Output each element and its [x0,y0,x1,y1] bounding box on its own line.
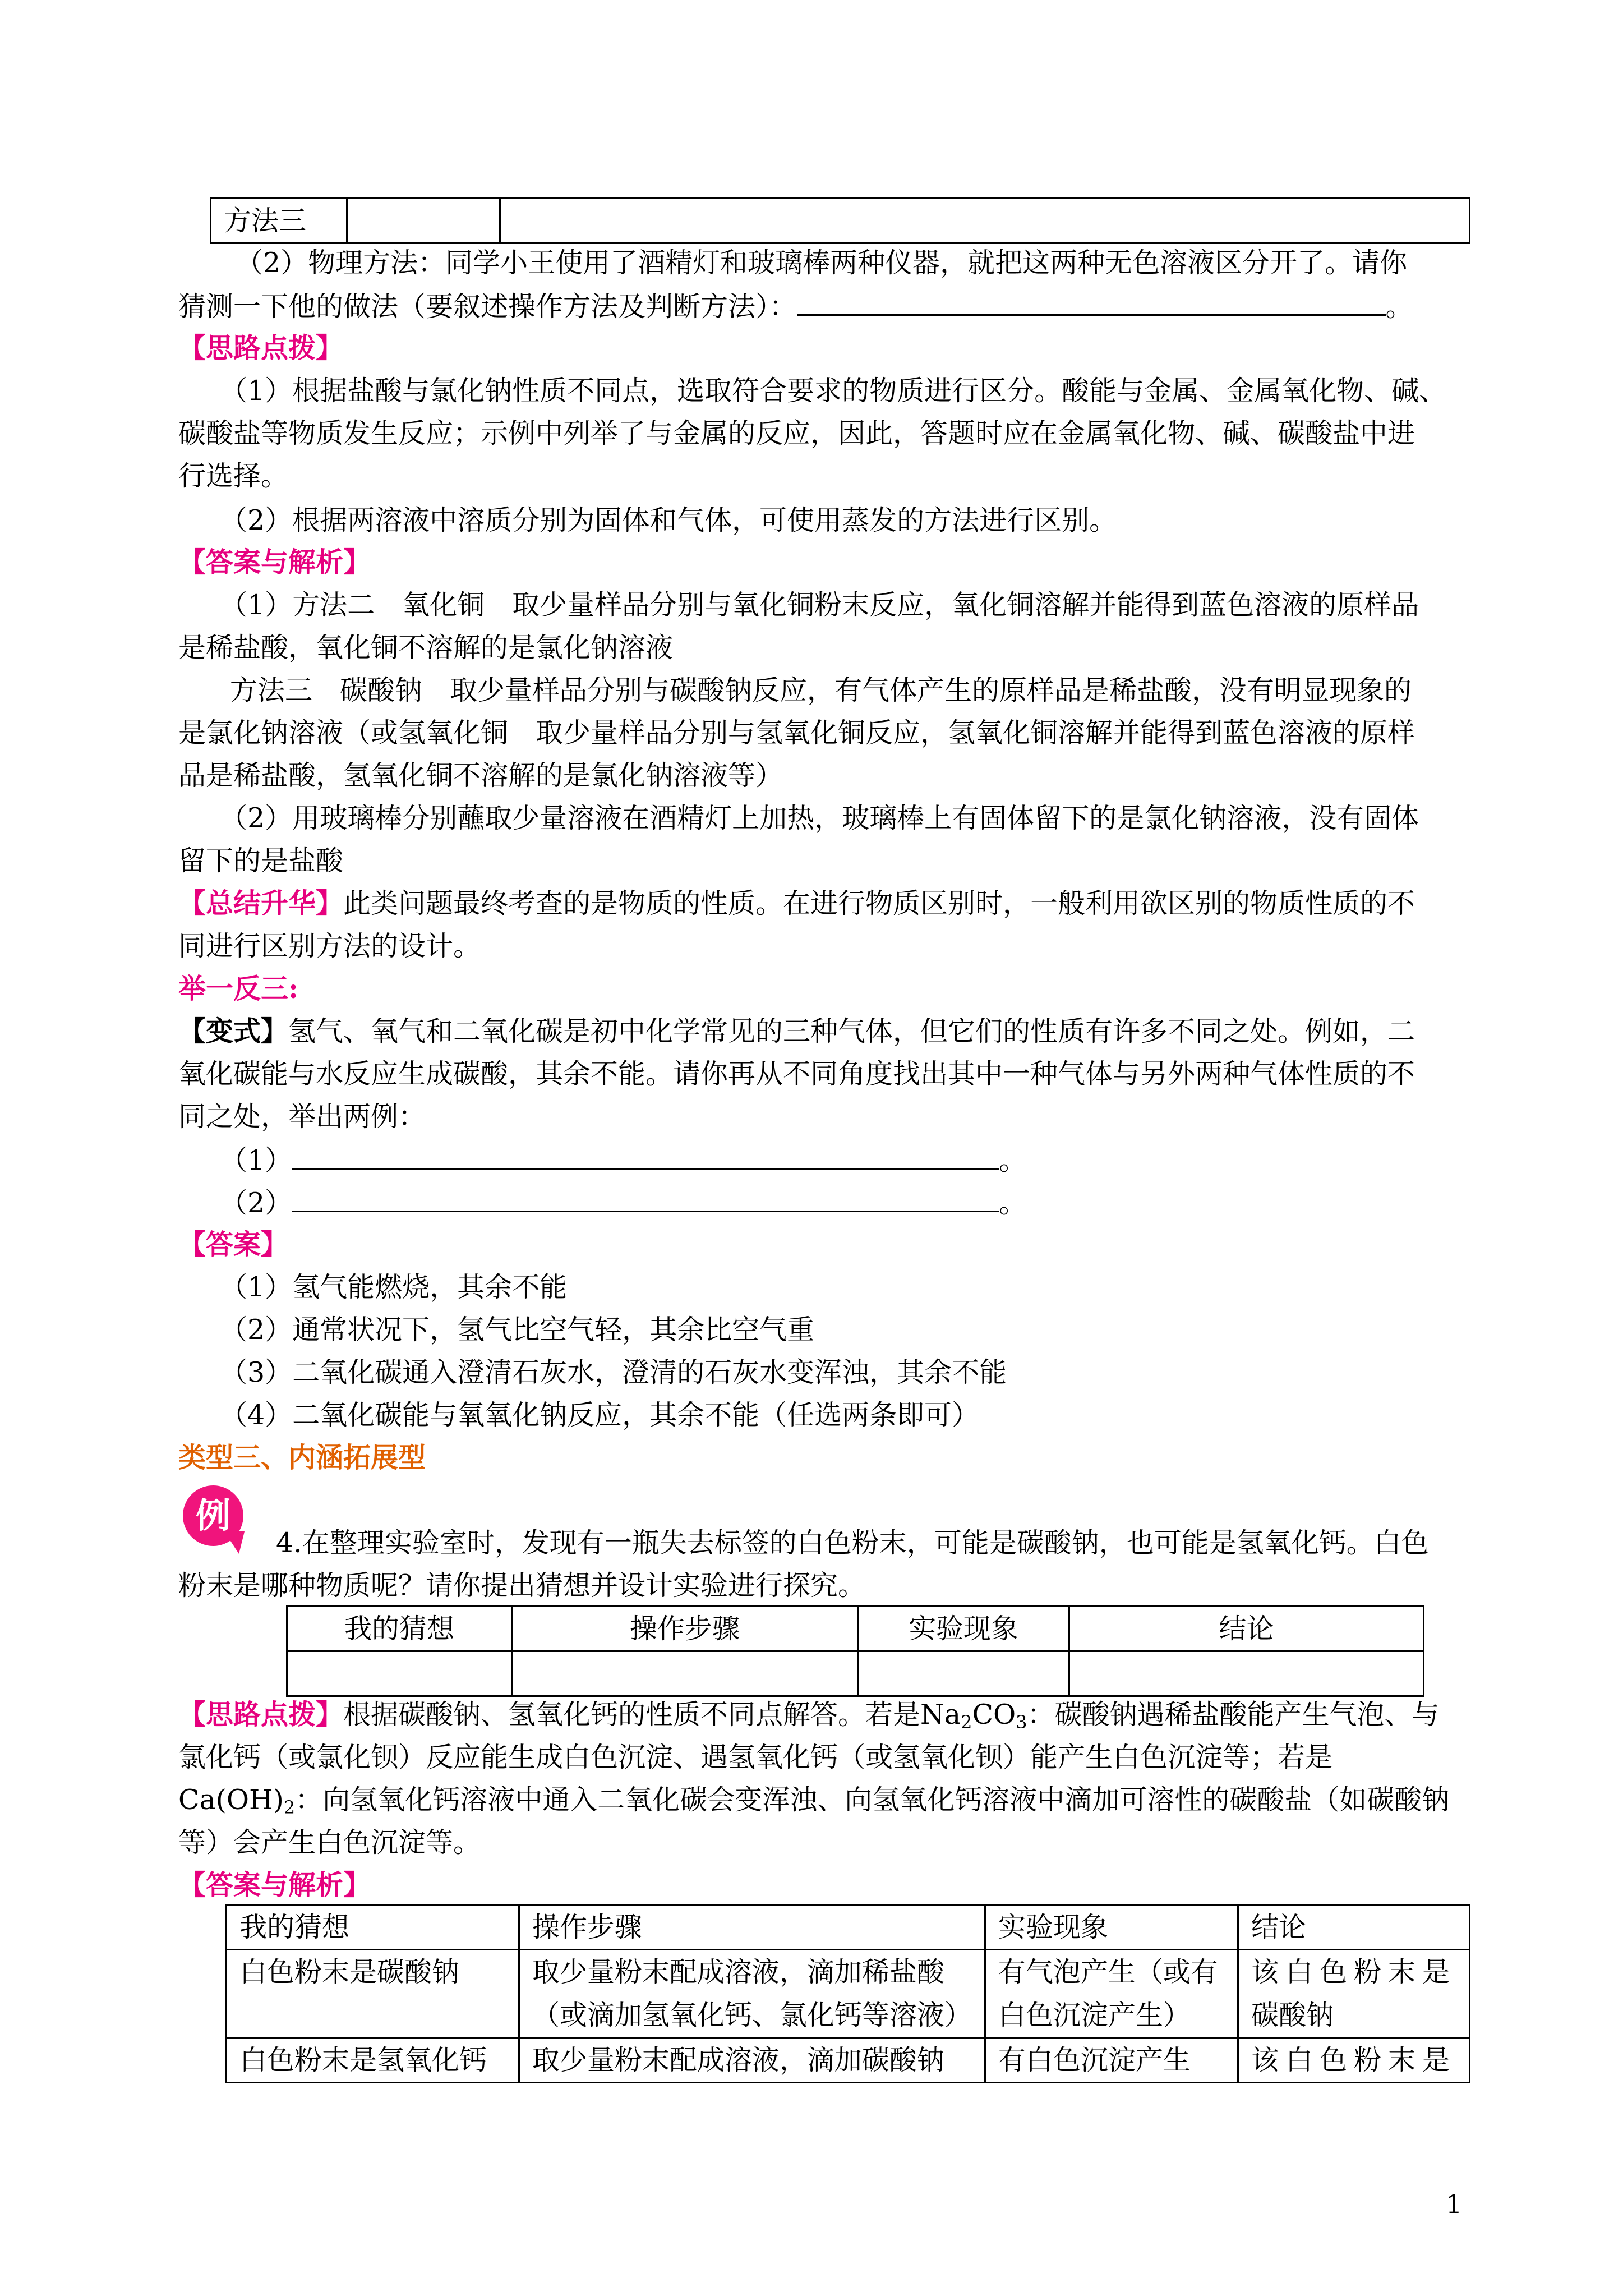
hint-p2: （2）根据两溶液中溶质分别为固体和气体，可使用蒸发的方法进行区别。 [220,504,1117,536]
answer-blank [797,292,1386,316]
variant-line3: 同之处，举出两例： [178,1101,426,1133]
header-guess: 我的猜想 [287,1607,512,1651]
variant-line2: 氧化碳能与水反应生成碳酸，其余不能。请你再从不同角度找出其中一种气体与另外两种气体性质的不 [178,1058,1415,1090]
answer2-item-4: （4）二氧化碳能与氧氧化钠反应，其余不能（任选两条即可） [220,1399,980,1431]
hint2-line3: $Ca(OH)_2$：向氢氧化钙溶液中通入二氧化碳会变浑浊、向氢氧化钙溶液中滴加可溶性的碳酸盐（如碳酸钠 [178,1784,1450,1818]
formula-na2co3: $Na_2CO_3$ [920,1699,1027,1733]
variant-blank-2: （2） 。 [220,1187,1027,1219]
answer3-heading: 【答案与解析】 [178,1869,371,1901]
header-phenomenon: 实验现象 [858,1607,1069,1651]
summary-line1: 【总结升华】此类问题最终考查的是物质的性质。在进行物质区别时，一般利用欲区别的物质性质的不 [178,887,1415,919]
question-4-line2: 粉末是哪种物质呢？请你提出猜想并设计实验进行探究。 [178,1570,866,1602]
answer-heading: 【答案与解析】 [178,546,371,578]
method-table-fragment [210,197,1470,244]
answer-header-guess: 我的猜想 [227,1905,519,1950]
type-three-heading: 类型三、内涵拓展型 [178,1441,426,1474]
method-three-label: 方法三 [211,199,347,243]
hint-p1-line3: 行选择。 [178,460,289,492]
method-three-reagent-cell [347,199,500,243]
row1-phenomenon: 有气泡产生（或有 白色沉淀产生） [985,1950,1238,2038]
row2-phenomenon: 有白色沉淀产生 [985,2038,1238,2083]
answer1-line7: 留下的是盐酸 [178,845,344,877]
answer2-item-2: （2）通常状况下，氢气比空气轻，其余比空气重 [220,1314,815,1346]
page-number: 1 [1446,2189,1463,2219]
row2-steps: 取少量粉末配成溶液，滴加碳酸钠 [519,2038,985,2083]
hint2-heading: 【思路点拨】 [178,1698,344,1731]
header-conclusion: 结论 [1069,1607,1424,1651]
answer1-line3: 方法三 碳酸钠 取少量样品分别与碳酸钠反应，有气体产生的原样品是稀盐酸，没有明显现象的 [230,674,1412,706]
answer-header-phenomenon: 实验现象 [985,1905,1238,1950]
blank-cell [858,1651,1069,1696]
question-2-line2: 猜测一下他的做法（要叙述操作方法及判断方法）： 。 [178,291,1413,323]
blank-cell [512,1651,858,1696]
row1-conclusion: 该白色粉末是 碳酸钠 [1238,1950,1469,2038]
answer1-line1: （1）方法二 氧化铜 取少量样品分别与氧化铜粉末反应，氧化铜溶解并能得到蓝色溶液的原样品 [220,589,1419,621]
answer2-item-1: （1）氢气能燃烧，其余不能 [220,1271,568,1303]
answer2-item-3: （3）二氧化碳通入澄清石灰水，澄清的石灰水变浑浊，其余不能 [220,1356,1007,1388]
example-badge-icon: 例 [183,1485,243,1546]
method-three-procedure-cell [500,199,1470,243]
answer1-line6: （2）用玻璃棒分别蘸取少量溶液在酒精灯上加热，玻璃棒上有固体留下的是氯化钠溶液，没有固体 [220,802,1419,834]
blank-cell [1069,1651,1424,1696]
answer1-line5: 品是稀盐酸，氢氧化铜不溶解的是氯化钠溶液等） [178,760,783,792]
hint-heading: 【思路点拨】 [178,332,344,364]
row2-guess: 白色粉末是氢氧化钙 [227,2038,519,2083]
formula-caoh2: $Ca(OH)_2$ [178,1784,296,1818]
summary-heading: 【总结升华】 [178,887,344,919]
variant-line1: 【变式】氢气、氧气和二氧化碳是初中化学常见的三种气体，但它们的性质有许多不同之处。例如，二 [178,1015,1415,1047]
answer1-line4: 是氯化钠溶液（或氢氧化铜 取少量样品分别与氢氧化铜反应，氢氧化铜溶解并能得到蓝色溶液的原样 [178,717,1415,749]
header-steps: 操作步骤 [512,1607,858,1651]
answer-experiment-table [225,1904,1470,2083]
blank-experiment-table [286,1605,1424,1697]
practice-heading: 举一反三: [178,972,299,1005]
blank-cell [287,1651,512,1696]
variant-blank-1: （1） 。 [220,1144,1027,1176]
answer-blank [292,1188,999,1212]
answer2-heading: 【答案】 [178,1228,289,1260]
hint2-line2: 氯化钙（或氯化钡）反应能生成白色沉淀、遇氢氧化钙（或氢氧化钡）能产生白色沉淀等；若是 [178,1741,1333,1773]
hint-p1-line1: （1）根据盐酸与氯化钠性质不同点，选取符合要求的物质进行区分。酸能与金属、金属氧化物、碱、 [220,375,1447,407]
answer-header-conclusion: 结论 [1238,1905,1469,1950]
answer1-line2: 是稀盐酸，氧化铜不溶解的是氯化钠溶液 [178,632,674,664]
summary-line2: 同进行区别方法的设计。 [178,930,481,962]
answer-blank [292,1145,999,1170]
question-4-line1: 4.在整理实验室时，发现有一瓶失去标签的白色粉末，可能是碳酸钠，也可能是氢氧化钙。白色 [276,1527,1429,1559]
hint-p1-line2: 碳酸盐等物质发生反应；示例中列举了与金属的反应，因此，答题时应在金属氧化物、碱、碳酸盐中进 [178,417,1415,449]
answer-header-steps: 操作步骤 [519,1905,985,1950]
variant-tag: 【变式】 [178,1015,289,1047]
row1-steps: 取少量粉末配成溶液，滴加稀盐酸 （或滴加氢氧化钙、氯化钙等溶液） [519,1950,985,2038]
hint2-line1: 【思路点拨】根据碳酸钠、氢氧化钙的性质不同点解答。若是$Na_2CO_3$：碳酸钠遇稀盐酸能产生气泡、与 [178,1698,1440,1733]
row1-guess: 白色粉末是碳酸钠 [227,1950,519,2038]
row2-conclusion: 该白色粉末是 [1238,2038,1469,2083]
question-2-line1: （2）物理方法：同学小王使用了酒精灯和玻璃棒两种仪器，就把这两种无色溶液区分开了。请你 [236,247,1408,279]
hint2-line4: 等）会产生白色沉淀等。 [178,1826,481,1858]
